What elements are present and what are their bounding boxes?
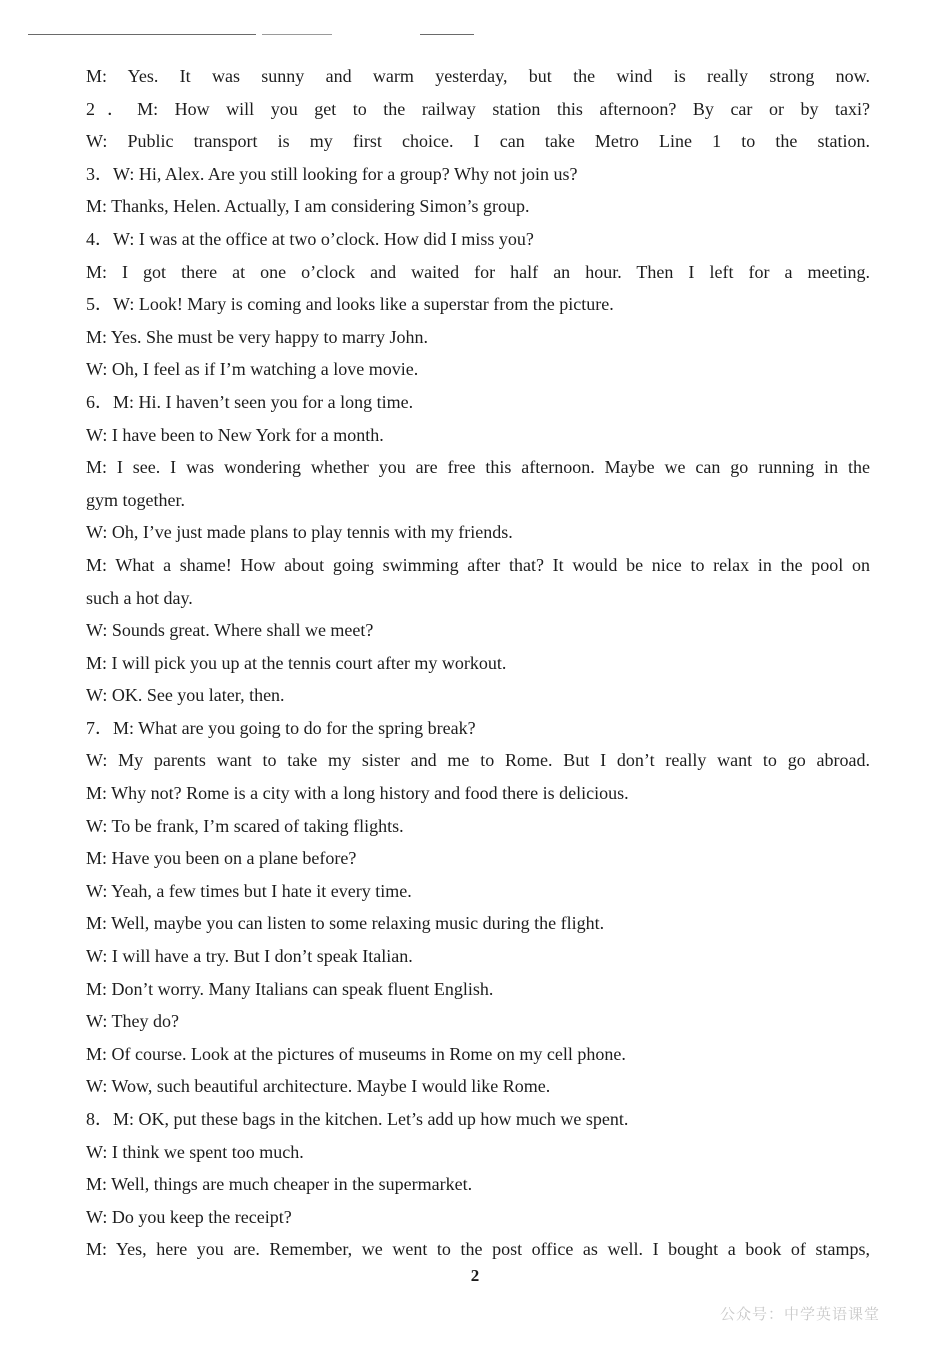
transcript-line: M: I see. I was wondering whether you are free this afternoon. Maybe we can go running in the <box>86 457 870 478</box>
transcript-line: M: What a shame! How about going swimming after that? It would be nice to relax in the pool on <box>86 554 870 575</box>
transcript-line: M: Well, things are much cheaper in the supermarket. <box>86 1174 473 1195</box>
transcript-line: M: I will pick you up at the tennis court after my workout. <box>86 652 507 673</box>
transcript-line: W: Yeah, a few times but I hate it every time. <box>86 880 412 901</box>
transcript-line: M: Well, maybe you can listen to some relaxing music during the flight. <box>86 913 605 934</box>
transcript-line: M: Yes. She must be very happy to marry John. <box>86 326 428 347</box>
transcript-line: W: Do you keep the receipt? <box>86 1206 292 1227</box>
transcript-line: 3．W: Hi, Alex. Are you still looking for a group? Why not join us? <box>86 163 578 184</box>
watermark: 公众号：中学英语课堂 <box>719 1305 880 1323</box>
transcript-line: W: My parents want to take my sister and me to Rome. But I don’t really want to go abroad. <box>86 750 870 771</box>
transcript-line: 6．M: Hi. I haven’t seen you for a long time. <box>86 391 414 412</box>
transcript-line: W: Wow, such beautiful architecture. Maybe I would like Rome. <box>86 1076 551 1097</box>
transcript-line: W: I think we spent too much. <box>86 1141 304 1162</box>
transcript-line: W: Sounds great. Where shall we meet? <box>86 620 374 641</box>
transcript-line: 5．W: Look! Mary is coming and looks like a superstar from the picture. <box>86 294 614 315</box>
transcript-body <box>86 60 870 1266</box>
transcript-line: such a hot day. <box>86 587 193 608</box>
page-number: 2 <box>470 1266 480 1285</box>
transcript-line: W: I will have a try. But I don’t speak Italian. <box>86 946 413 967</box>
transcript-line: M: Thanks, Helen. Actually, I am considering Simon’s group. <box>86 196 530 217</box>
header-rule-middle <box>262 34 332 35</box>
transcript-line: M: Have you been on a plane before? <box>86 848 357 869</box>
header-rule-right <box>420 34 474 35</box>
transcript-line: W: Oh, I’ve just made plans to play tennis with my friends. <box>86 522 513 543</box>
transcript-line: W: OK. See you later, then. <box>86 685 285 706</box>
transcript-line: M: Yes. It was sunny and warm yesterday, but the wind is really strong now. <box>86 66 870 86</box>
transcript-line: W: Oh, I feel as if I’m watching a love movie. <box>86 359 419 380</box>
transcript-line: M: Of course. Look at the pictures of museums in Rome on my cell phone. <box>86 1043 626 1064</box>
transcript-line: M: Don’t worry. Many Italians can speak fluent English. <box>86 978 494 999</box>
transcript-line: gym together. <box>86 489 185 510</box>
transcript-line: W: To be frank, I’m scared of taking flights. <box>86 815 404 836</box>
transcript-line: M: Why not? Rome is a city with a long history and food there is delicious. <box>86 783 629 804</box>
transcript-line: 8．M: OK, put these bags in the kitchen. Let’s add up how much we spent. <box>86 1109 629 1129</box>
transcript-line: 7．M: What are you going to do for the spring break? <box>86 717 476 738</box>
transcript-line: W: They do? <box>86 1011 179 1032</box>
transcript-line: M: I got there at one o’clock and waited for half an hour. Then I left for a meeting. <box>86 261 870 282</box>
transcript-line: 4．W: I was at the office at two o’clock. How did I miss you? <box>86 228 534 249</box>
transcript-line: W: I have been to New York for a month. <box>86 424 384 445</box>
header-rule-left <box>28 34 256 35</box>
transcript-line: M: Yes, here you are. Remember, we went to the post office as well. I bought a book of stamps, <box>86 1239 870 1260</box>
transcript-line: W: Public transport is my first choice. I can take Metro Line 1 to the station. <box>86 131 870 152</box>
transcript-line: 2．M: How will you get to the railway station this afternoon? By car or by taxi? <box>86 98 870 119</box>
